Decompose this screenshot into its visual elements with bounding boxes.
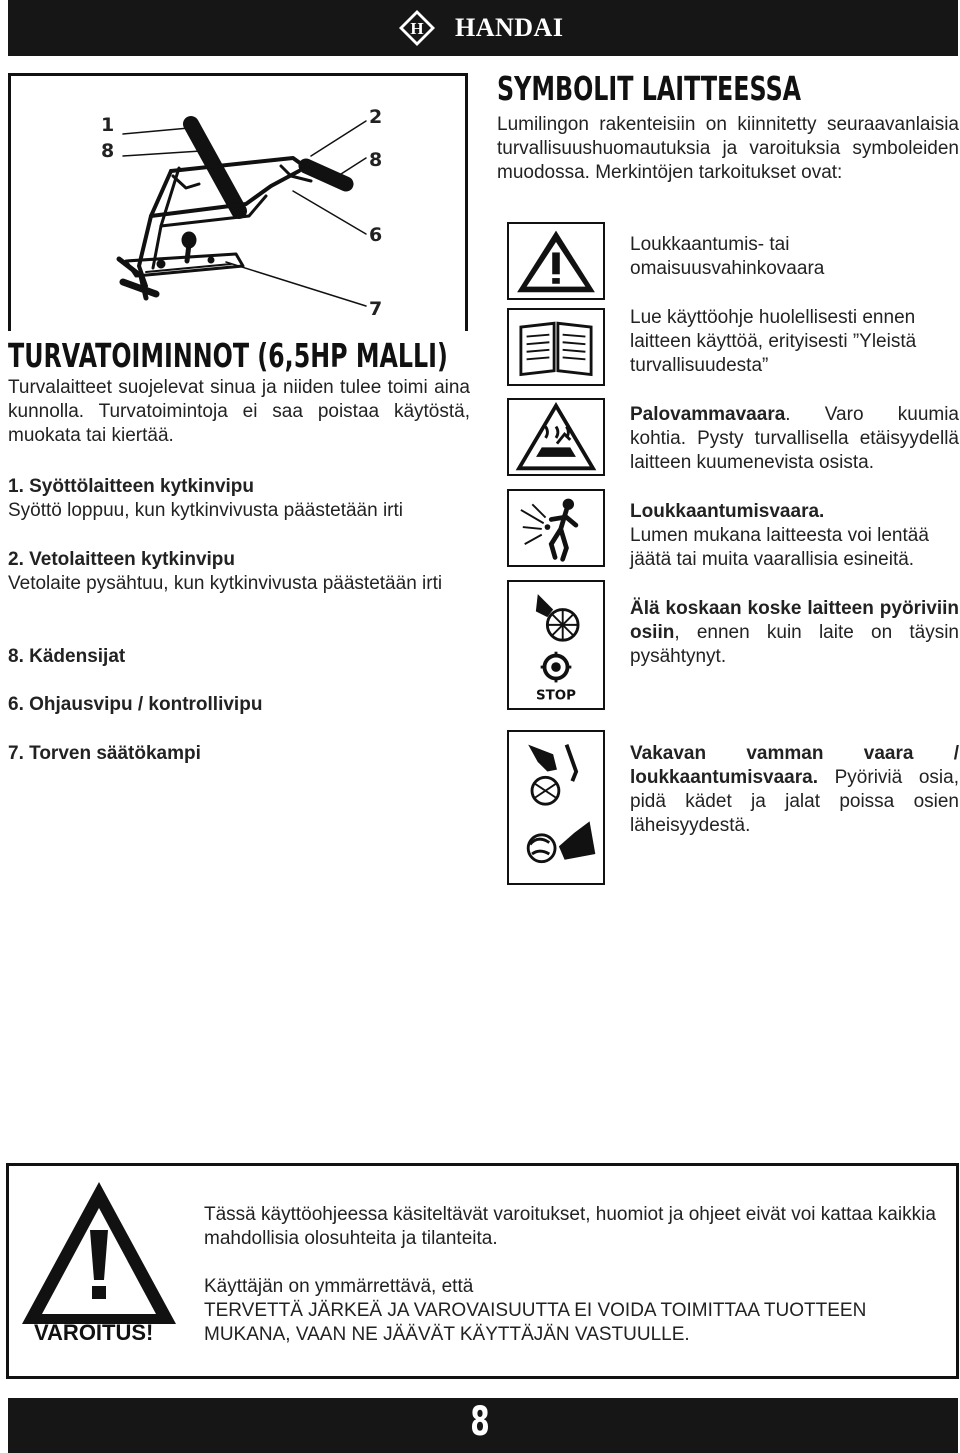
control-lever-heading: 6. Ohjausvipu / kontrollivipu — [8, 694, 263, 715]
warning-paragraph-2-caps: TERVETTÄ JÄRKEÄ JA VAROVAISUUTTA EI VOIDA TOIMITTAA TUOTTEEN MUKANA, VAAN NE JÄÄVÄT KÄYTTÄJÄN VASTUULLE. — [204, 1300, 867, 1345]
hand-foot-warning-text: Pyöriviä osia, pidä kädet ja jalat poissa osien läheisyydestä. — [630, 767, 959, 836]
rotating-parts-stop-icon — [509, 582, 603, 708]
safety-intro: Turvalaitteet suojelevat sinua ja niiden tulee toimi aina kunnolla. Turvatoimintoja ei saa poistaa käytöstä, muokata tai kiertää. — [8, 377, 470, 446]
warning-label: VAROITUS! — [34, 1320, 154, 1345]
snowblower-handle-drawing — [11, 76, 468, 331]
warning-paragraph-2-intro: Käyttäjän on ymmärrettävä, että — [204, 1276, 474, 1297]
feed-clutch-desc: Syöttö loppuu, kun kytkinvivusta päästetään irti — [8, 500, 404, 521]
safety-item-feed-clutch — [8, 475, 470, 523]
symbols-heading: SYMBOLIT LAITTEESSA — [497, 69, 802, 108]
rotating-parts-stop-tile — [507, 580, 605, 710]
symbol-desc-manual: Lue käyttöohje huolellisesti ennen laitteen käyttöä, erityisesti ”Yleistä turvallisuudesta” — [630, 307, 917, 376]
page-number: 8 — [470, 1399, 490, 1445]
logo-letter: H — [410, 19, 424, 38]
symbol-desc-hazard: Loukkaantumis- tai omaisuusvahinkovaara — [630, 234, 825, 279]
brand-logo-icon — [398, 9, 436, 47]
warning-paragraph-1: Tässä käyttöohjeessa käsiteltävät varoitukset, huomiot ja ohjeet eivät voi kattaa kaikkia mahdollisia olosuhteita ja tilanteita. — [204, 1204, 936, 1249]
callout-8-right: 8 — [369, 149, 383, 171]
hot-surface-icon — [509, 400, 603, 474]
stop-label: STOP — [535, 688, 577, 704]
handles-heading: 8. Kädensijat — [8, 646, 126, 667]
hand-foot-hazard-icon — [509, 732, 603, 883]
rotating-warning-bold: Älä koskaan koske laitteen pyöriviin osiin — [630, 598, 959, 643]
symbols-intro: Lumilingon rakenteisiin on kiinnitetty seuraavanlaisia turvallisuushuomautuksia ja varoituksia symboleiden muodossa. Merkintöjen tarkoitukset ovat: — [497, 114, 959, 183]
callout-1: 1 — [101, 114, 115, 136]
thrown-warning-bold: Loukkaantumisvaara. — [630, 501, 825, 522]
safety-item-drive-clutch — [8, 548, 470, 596]
hazard-triangle-tile — [507, 222, 605, 300]
rotating-warning-text: , ennen kuin laite on täysin pysähtynyt. — [630, 622, 959, 667]
hot-surface-tile — [507, 398, 605, 476]
warning-triangle-large-icon — [18, 1178, 180, 1328]
burn-warning-bold: Palovammavaara — [630, 404, 786, 425]
hand-foot-warning-bold: Vakavan vamman vaara / loukkaantumisvaara. — [630, 743, 959, 788]
callout-6: 6 — [369, 224, 383, 246]
warning-triangle-icon — [509, 224, 603, 298]
callout-8-left: 8 — [101, 140, 115, 162]
thrown-objects-icon — [509, 491, 603, 565]
feed-clutch-heading: 1. Syöttölaitteen kytkinvipu — [8, 476, 254, 497]
symbol-desc-rotating — [630, 597, 959, 669]
drive-clutch-heading: 2. Vetolaitteen kytkinvipu — [8, 549, 236, 570]
callout-7: 7 — [369, 298, 383, 320]
burn-warning-text: . Varo kuumia kohtia. Pysty turvallisella etäisyydellä laitteen kuumenevista osista. — [630, 404, 959, 473]
thrown-warning-text: Lumen mukana laitteesta voi lentää jäätä tai muita vaarallisia esineitä. — [630, 525, 929, 570]
chute-crank-heading: 7. Torven säätökampi — [8, 743, 201, 764]
symbol-desc-hand-foot — [630, 742, 959, 838]
brand-name: HANDAI — [455, 13, 564, 42]
manual-tile — [507, 308, 605, 386]
warning-paragraph-2 — [204, 1275, 949, 1347]
symbol-desc-burn — [630, 403, 959, 475]
machine-illustration — [8, 73, 468, 331]
symbol-desc-thrown — [630, 500, 959, 572]
drive-clutch-desc: Vetolaite pysähtuu, kun kytkinvivusta päästetään irti — [8, 573, 443, 594]
callout-2: 2 — [369, 106, 383, 128]
hand-foot-hazard-tile — [507, 730, 605, 885]
open-book-icon — [509, 310, 603, 384]
thrown-objects-tile — [507, 489, 605, 567]
safety-features-heading: TURVATOIMINNOT (6,5HP MALLI) — [8, 336, 448, 375]
